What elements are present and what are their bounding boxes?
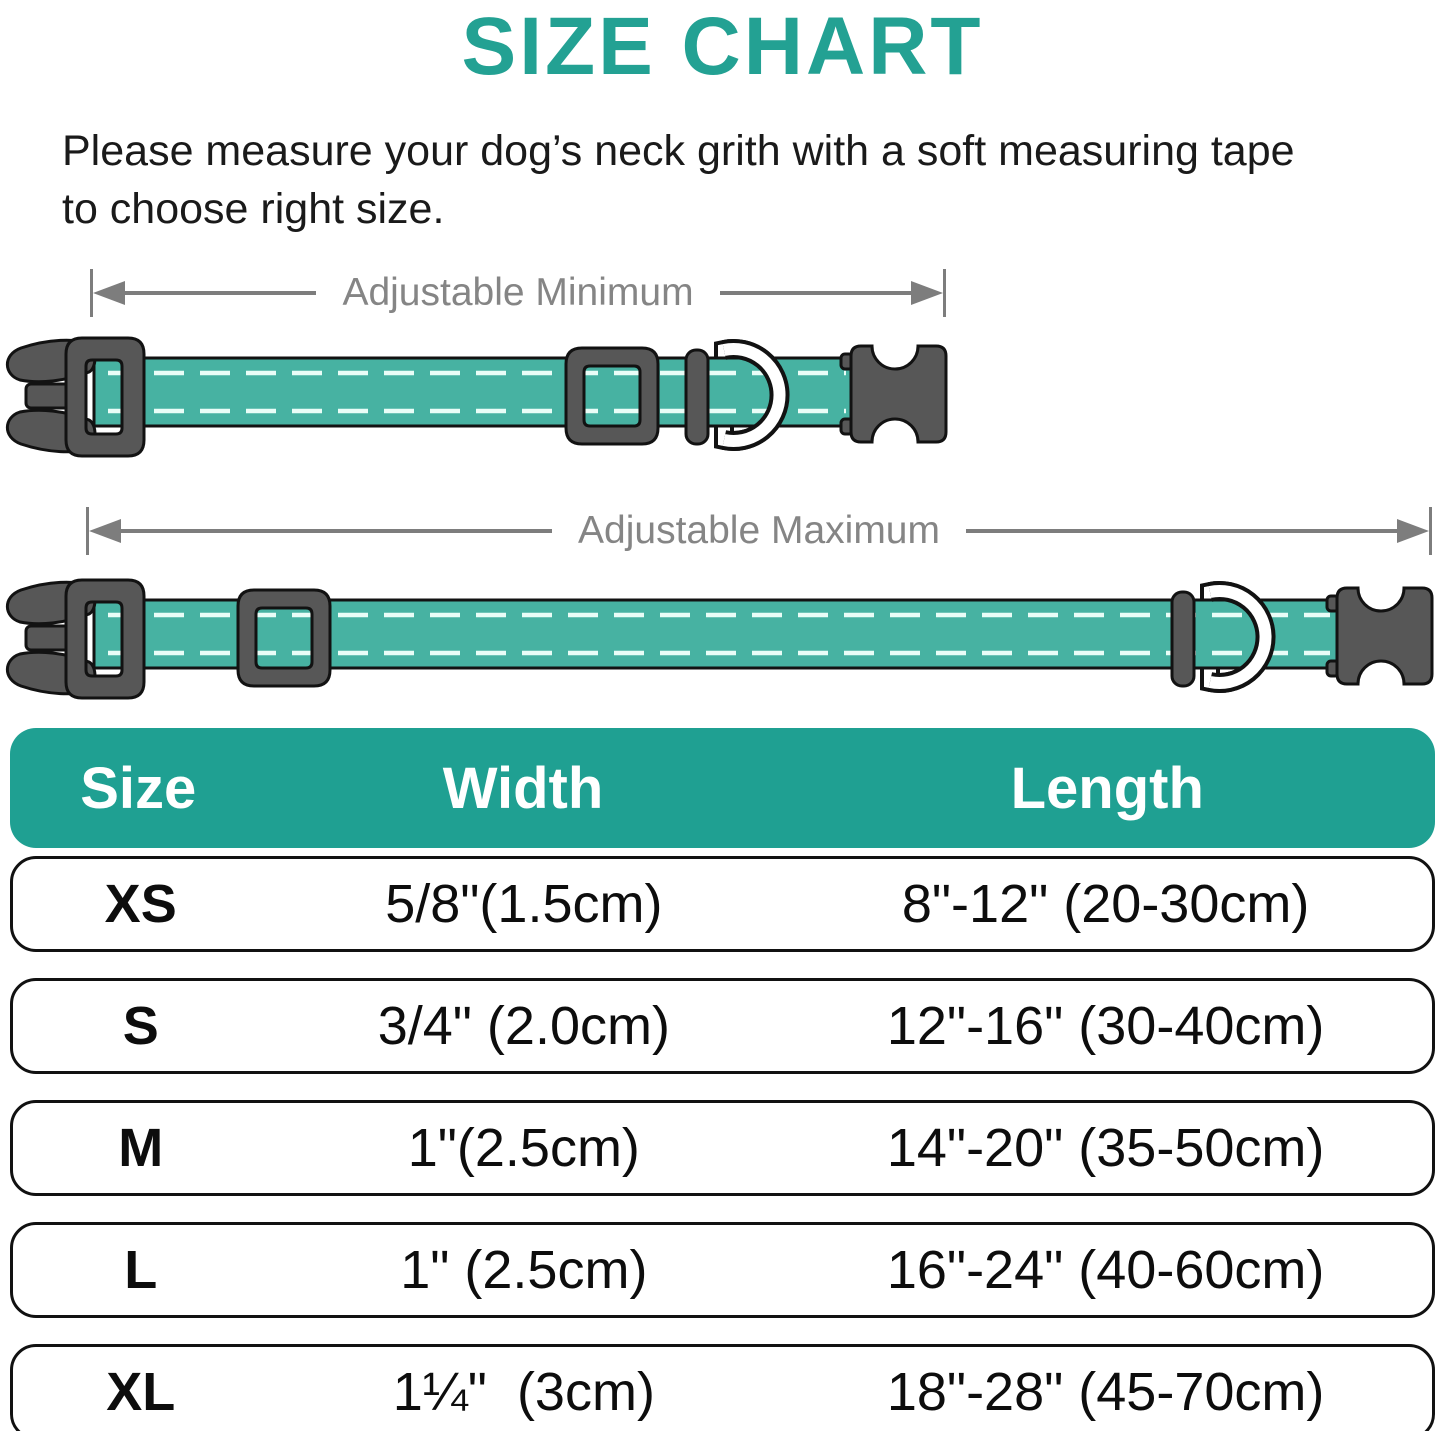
table-row-xl (10, 1344, 1435, 1431)
header-width: Width (442, 755, 604, 821)
length-cell: 12"-16" (30-40cm) (886, 996, 1325, 1057)
size-cell: S (122, 996, 159, 1057)
adjustable-minimum-label: Adjustable Minimum (342, 271, 694, 315)
table-row-m (10, 1100, 1435, 1196)
collar-diagram-minimum (0, 320, 1445, 470)
adjustable-maximum-measure (86, 506, 1432, 556)
size-cell: XL (106, 1362, 176, 1423)
collar-strap (94, 600, 1348, 668)
arrow-right-icon (1397, 519, 1429, 543)
collar-diagram-maximum (0, 562, 1445, 712)
instruction-line-1: Please measure your dog’s neck grith with a soft measuring tape (62, 127, 1295, 175)
length-cell: 18"-28" (45-70cm) (886, 1362, 1325, 1423)
measure-end-tick (1429, 507, 1432, 555)
measure-line-left (89, 519, 552, 543)
width-cell: 3/4" (2.0cm) (377, 996, 670, 1057)
width-cell: 1" (2.5cm) (400, 1240, 648, 1301)
instruction-line-2: to choose right size. (62, 185, 445, 234)
table-row-xs (10, 856, 1435, 952)
table-body (10, 856, 1435, 1431)
table-row-l (10, 1222, 1435, 1318)
arrow-right-icon (911, 281, 943, 305)
size-cell: XS (104, 874, 177, 935)
arrow-left-icon (89, 519, 121, 543)
adjustable-maximum-label: Adjustable Maximum (578, 509, 940, 553)
buckle-receptacle (841, 346, 946, 442)
size-cell: M (118, 1118, 164, 1179)
width-cell: 1¼" (3cm) (392, 1362, 655, 1423)
measure-line-left (93, 281, 316, 305)
buckle-receptacle (1327, 588, 1432, 684)
collar-strap (94, 358, 860, 426)
measure-end-tick (943, 269, 946, 317)
length-cell: 14"-20" (35-50cm) (886, 1118, 1325, 1179)
measure-line-right (966, 519, 1429, 543)
measure-line-right (720, 281, 943, 305)
size-cell: L (124, 1240, 158, 1301)
length-cell: 8"-12" (20-30cm) (901, 874, 1310, 935)
length-cell: 16"-24" (40-60cm) (886, 1240, 1325, 1301)
keeper-loop (1172, 592, 1194, 686)
page-title: SIZE CHART (461, 1, 984, 92)
table-row-s (10, 978, 1435, 1074)
table-header-row (10, 728, 1435, 848)
header-length: Length (1010, 755, 1204, 821)
header-size: Size (80, 755, 197, 821)
arrow-left-icon (93, 281, 125, 305)
width-cell: 1"(2.5cm) (407, 1118, 640, 1179)
size-table (10, 728, 1435, 1431)
adjustable-minimum-measure (90, 268, 946, 318)
width-cell: 5/8"(1.5cm) (385, 874, 663, 935)
keeper-loop (686, 350, 708, 444)
instruction-text (62, 122, 1445, 238)
